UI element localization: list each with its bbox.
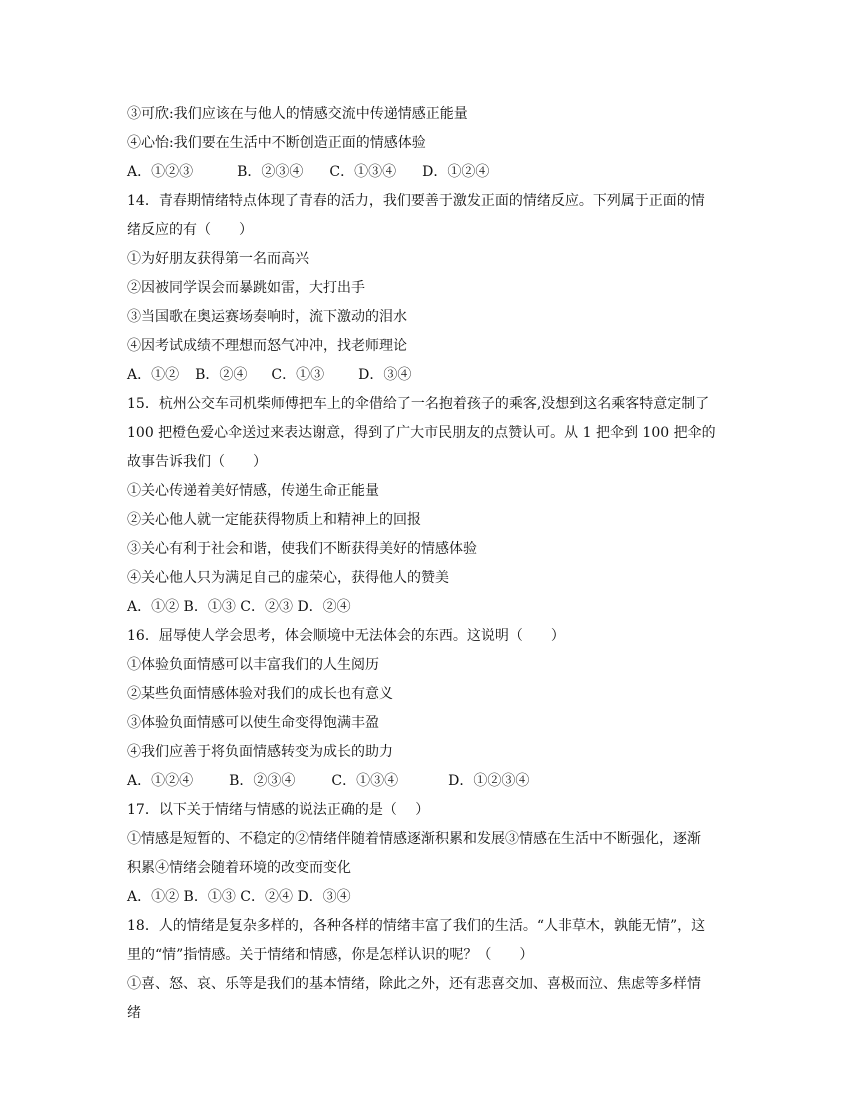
- q15-stem-line3: 故事告诉我们（ ）: [127, 454, 267, 470]
- q15-option-3: ③关心有利于社会和谐，使我们不断获得美好的情感体验: [127, 541, 477, 557]
- q15-option-1: ①关心传递着美好情感，传递生命正能量: [127, 483, 379, 499]
- q16-stem: 16．屈辱使人学会思考，体会顺境中无法体会的东西。这说明（ ）: [127, 628, 565, 644]
- q18-stem-line2: 里的“情”指情感。关于情绪和情感，你是怎样认识的呢？（ ）: [127, 947, 534, 963]
- q13-choice-d: D．①②④: [422, 164, 490, 180]
- q16-choice-d: D．①②③④: [448, 773, 530, 789]
- q14-stem-line2: 绪反应的有（ ）: [127, 222, 253, 238]
- q18-stem-line1: 18．人的情绪是复杂多样的，各种各样的情绪丰富了我们的生活。“人非草木，孰能无情”，这: [127, 918, 706, 934]
- q15-option-4: ④关心他人只为满足自己的虚荣心，获得他人的赞美: [127, 570, 449, 586]
- q14-option-1: ①为好朋友获得第一名而高兴: [127, 251, 309, 267]
- q16-choice-a: A．①②④: [127, 773, 194, 789]
- q16-choice-c: C．①③④: [331, 773, 399, 789]
- q14-choice-b: B．②④: [195, 367, 248, 383]
- q14-choices: [127, 361, 737, 390]
- q16-choices: [127, 767, 737, 796]
- q16-option-3: ③体验负面情感可以使生命变得饱满丰盈: [127, 715, 379, 731]
- q16-option-1: ①体验负面情感可以丰富我们的人生阅历: [127, 657, 379, 673]
- q16-option-2: ②某些负面情感体验对我们的成长也有意义: [127, 686, 393, 702]
- q14-stem-line1: 14．青春期情绪特点体现了青春的活力，我们要善于激发正面的情绪反应。下列属于正面的情: [127, 193, 705, 209]
- q17-stem: 17．以下关于情绪与情感的说法正确的是（ ）: [127, 802, 430, 818]
- q14-option-2: ②因被同学误会而暴跳如雷，大打出手: [127, 280, 365, 296]
- q16-choice-b: B．②③④: [229, 773, 296, 789]
- q18-option-1-line2: 绪: [127, 1005, 141, 1021]
- q13-choice-a: A．①②③: [127, 164, 194, 180]
- q17-choices: A．①② B．①③ C．②④ D．③④: [127, 889, 351, 905]
- q18-option-1-line1: ①喜、怒、哀、乐等是我们的基本情绪，除此之外，还有悲喜交加、喜极而泣、焦虑等多样情: [127, 976, 701, 992]
- q17-body-line1: ①情感是短暂的、不稳定的②情绪伴随着情感逐渐积累和发展③情感在生活中不断强化，逐渐: [127, 831, 701, 847]
- q13-choice-b: B．②③④: [237, 164, 304, 180]
- q14-choice-d: D．③④: [358, 367, 412, 383]
- q13-option-3: ③可欣:我们应该在与他人的情感交流中传递情感正能量: [127, 106, 468, 122]
- q15-choices: A．①② B．①③ C．②③ D．②④: [127, 599, 351, 615]
- q15-option-2: ②关心他人就一定能获得物质上和精神上的回报: [127, 512, 421, 528]
- q14-option-3: ③当国歌在奥运赛场奏响时，流下激动的泪水: [127, 309, 407, 325]
- q13-choice-c: C．①③④: [329, 164, 397, 180]
- q15-stem-line1: 15．杭州公交车司机柴师傅把车上的伞借给了一名抱着孩子的乘客,没想到这名乘客特意定制了: [127, 396, 710, 412]
- q13-choices: [127, 158, 737, 187]
- q17-body-line2: 积累④情绪会随着环境的改变而变化: [127, 860, 351, 876]
- q16-option-4: ④我们应善于将负面情感转变为成长的助力: [127, 744, 393, 760]
- q14-option-4: ④因考试成绩不理想而怒气冲冲，找老师理论: [127, 338, 407, 354]
- q15-stem-line2: 100 把橙色爱心伞送过来表达谢意，得到了广大市民朋友的点赞认可。从 1 把伞到 100 把伞的: [127, 425, 716, 441]
- q13-option-4: ④心怡:我们要在生活中不断创造正面的情感体验: [127, 135, 426, 151]
- q14-choice-c: C．①③: [271, 367, 325, 383]
- question-content: [127, 100, 737, 1028]
- q14-choice-a: A．①②: [127, 367, 180, 383]
